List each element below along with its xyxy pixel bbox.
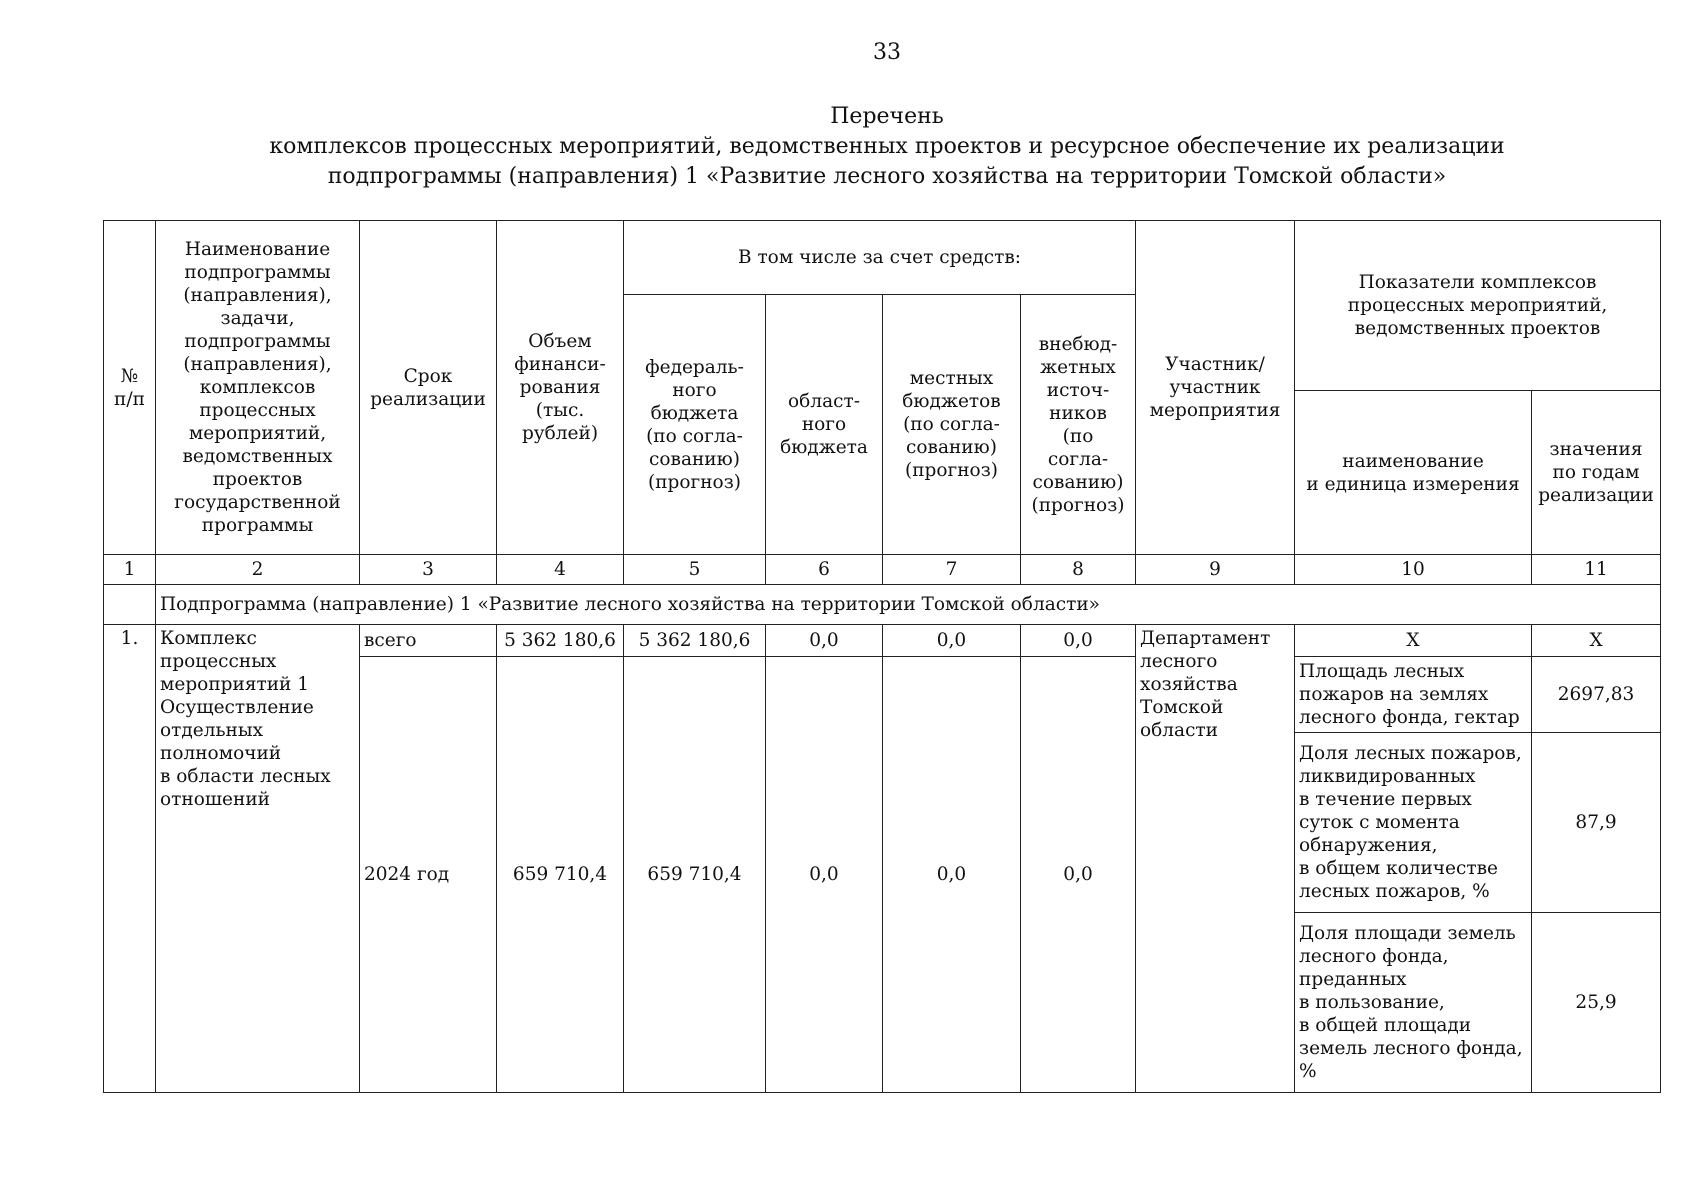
subprogram-num-cell — [104, 585, 156, 625]
header-indicator-values: значения по годам реализации — [1532, 391, 1661, 555]
indicator-value: 87,9 — [1532, 733, 1661, 913]
table-row — [104, 625, 1661, 657]
total-term: всего — [360, 625, 497, 657]
year-regional: 0,0 — [766, 657, 883, 1093]
header-including: В том числе за счет средств: — [624, 221, 1136, 295]
column-number: 11 — [1532, 555, 1661, 585]
total-indicator-value: Х — [1532, 625, 1661, 657]
row-num: 1. — [104, 625, 156, 1093]
header-indicator-name: наименование и единица измерения — [1295, 391, 1532, 555]
header-federal: федераль- ного бюджета (по согла- сованию) (прогноз) — [624, 295, 766, 555]
total-indicator-name: Х — [1295, 625, 1532, 657]
year-local: 0,0 — [883, 657, 1021, 1093]
header-num: № п/п — [104, 221, 156, 555]
column-number: 10 — [1295, 555, 1532, 585]
header-participant: Участник/ участник мероприятия — [1136, 221, 1295, 555]
total-extrabudget: 0,0 — [1021, 625, 1136, 657]
row-name: Комплекс процессных мероприятий 1 Осуществление отдельных полномочий в области лесных отношений — [156, 625, 360, 1093]
total-federal: 5 362 180,6 — [624, 625, 766, 657]
total-local: 0,0 — [883, 625, 1021, 657]
indicator-value: 2697,83 — [1532, 657, 1661, 733]
header-regional: област- ного бюджета — [766, 295, 883, 555]
resource-table — [103, 220, 1661, 1093]
header-extrabudget: внебюд- жетных источ- ников (по согла- сованию) (прогноз) — [1021, 295, 1136, 555]
indicator-name: Доля лесных пожаров, ликвидированных в течение первых суток с момента обнаружения, в общем количестве лесных пожаров, % — [1295, 733, 1532, 913]
header-term: Срок реализации — [360, 221, 497, 555]
row-participant: Департамент лесного хозяйства Томской области — [1136, 625, 1295, 1093]
header-indicators: Показатели комплексов процессных мероприятий, ведомственных проектов — [1295, 221, 1661, 391]
total-volume: 5 362 180,6 — [497, 625, 624, 657]
header-local: местных бюджетов (по согла- сованию) (прогноз) — [883, 295, 1021, 555]
title-line-1: Перечень — [830, 104, 944, 129]
year-federal: 659 710,4 — [624, 657, 766, 1093]
column-number: 5 — [624, 555, 766, 585]
column-number: 6 — [766, 555, 883, 585]
column-number: 3 — [360, 555, 497, 585]
document-title — [0, 102, 1698, 192]
header-volume: Объем финанси- рования (тыс. рублей) — [497, 221, 624, 555]
column-number: 1 — [104, 555, 156, 585]
column-numbers-row — [104, 555, 1661, 585]
indicator-name: Площадь лесных пожаров на землях лесного фонда, гектар — [1295, 657, 1532, 733]
title-line-2: комплексов процессных мероприятий, ведомственных проектов и ресурсное обеспечение их реализации — [269, 134, 1505, 159]
total-regional: 0,0 — [766, 625, 883, 657]
subprogram-row — [104, 585, 1661, 625]
indicator-name: Доля площади земель лесного фонда, преданных в пользование, в общей площади земель лесного фонда, % — [1295, 913, 1532, 1093]
column-number: 4 — [497, 555, 624, 585]
column-number: 7 — [883, 555, 1021, 585]
year-extrabudget: 0,0 — [1021, 657, 1136, 1093]
column-number: 2 — [156, 555, 360, 585]
indicator-value: 25,9 — [1532, 913, 1661, 1093]
title-line-3: подпрограммы (направления) 1 «Развитие лесного хозяйства на территории Томской области» — [327, 164, 1447, 189]
column-number: 9 — [1136, 555, 1295, 585]
page-number: 33 — [873, 40, 901, 65]
year-volume: 659 710,4 — [497, 657, 624, 1093]
column-number: 8 — [1021, 555, 1136, 585]
subprogram-title: Подпрограмма (направление) 1 «Развитие лесного хозяйства на территории Томской области» — [156, 585, 1661, 625]
year-term: 2024 год — [360, 657, 497, 1093]
header-name: Наименование подпрограммы (направления), задачи, подпрограммы (направления), комплексов процессных мероприятий, ведомственных проектов государственной программы — [156, 221, 360, 555]
